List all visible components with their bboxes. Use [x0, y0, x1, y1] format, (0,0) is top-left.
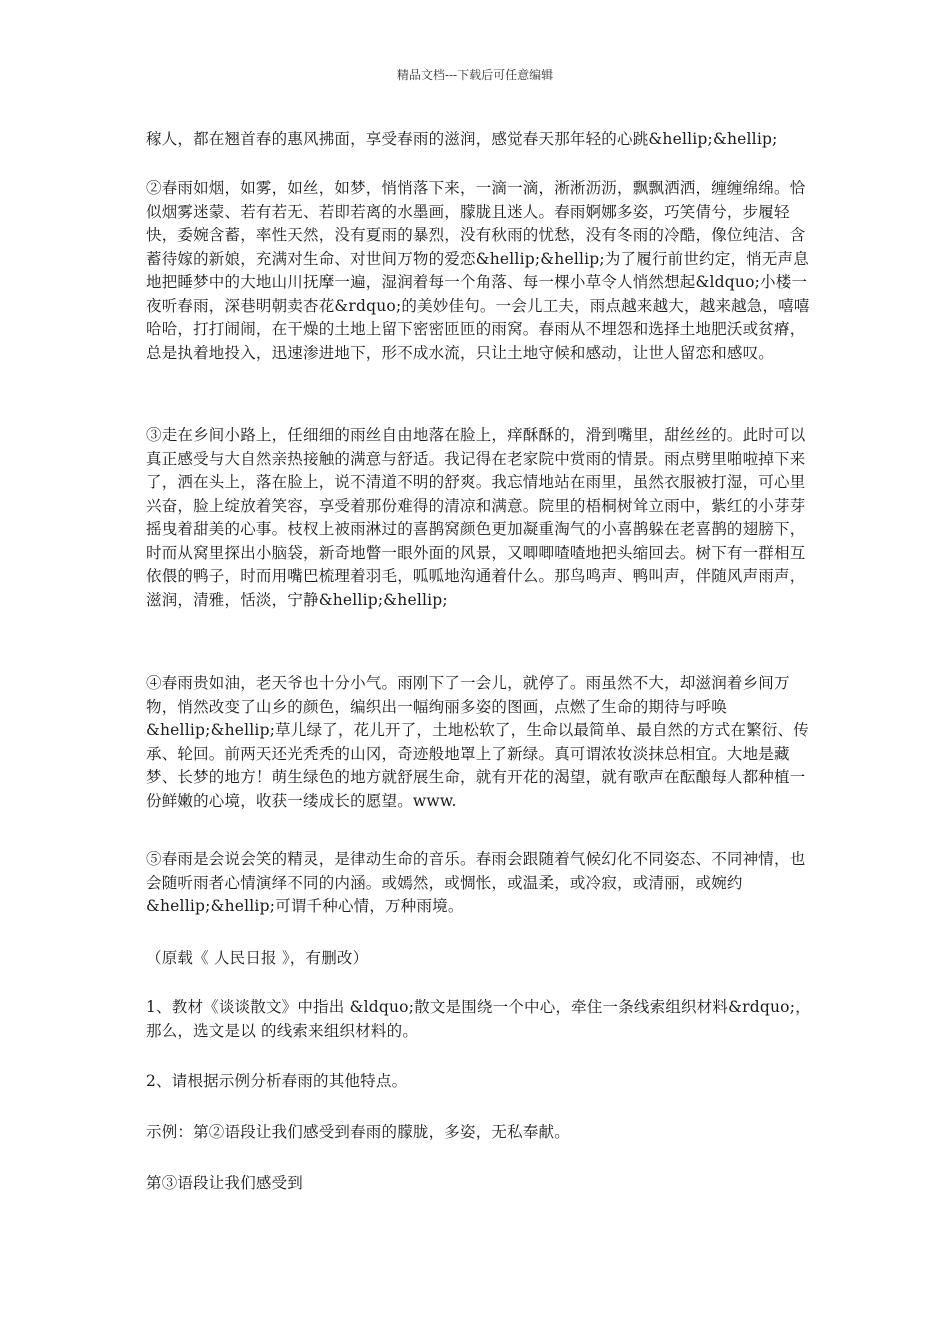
question-2: 2、请根据示例分析春雨的其他特点。 — [146, 1072, 408, 1090]
page-header: 精品文档---下载后可任意编辑 — [396, 68, 554, 82]
paragraph-3: ③走在乡间小路上，任细细的雨丝自由地落在脸上，痒酥酥的，滑到嘴里，甜丝丝的。此时可以真正感受与大自然亲热接触的满意与舒适。我记得在老家院中赏雨的情景。雨点劈里啪啦掉下来了，洒在头上，落在脸上，说不清道不明的舒爽。我忘情地站在雨里，虽然衣服被打湿，可心里兴奋，脸上绽放着笑容，享受着那份难得的清凉和满意。院里的梧桐树耸立雨中，紫红的小芽芽摇曳着甜美的心事。枝杈上被雨淋过的喜鹊窝颜色更加凝重淘气的小喜鹊躲在老喜鹊的翅膀下，时而从窝里探出小脑袋，新奇地瞥一眼外面的风景，又唧唧喳喳地把头缩回去。树下有一群相互依偎的鸭子，时而用嘴巴梳理着羽毛，呱呱地沟通着什么。那鸟鸣声、鸭叫声，伴随风声雨声，滋润，清雅，恬淡，宁静&hellip;&hellip; — [146, 426, 806, 609]
example-answer: 示例：第②语段让我们感受到春雨的朦胧，多姿，无私奉献。 — [146, 1123, 570, 1141]
paragraph-5: ⑤春雨是会说会笑的精灵，是律动生命的音乐。春雨会跟随着气候幻化不同姿态、不同神情，也会随听雨者心情演绎不同的内涵。或嫣然，或惆怅，或温柔，或冷寂，或清丽，或婉约&hellip;&hellip;可谓千种心情，万种雨境。 — [146, 850, 806, 915]
paragraph-intro-end: 稼人，都在翘首春的惠风拂面，享受春雨的滋润，感觉春天那年轻的心跳&hellip;&hellip; — [146, 130, 778, 148]
answer-prompt: 第③语段让我们感受到 — [146, 1174, 304, 1192]
source-note: （原载《 人民日报 》，有删改） — [146, 949, 369, 967]
question-1: 1、教材《谈谈散文》中指出 &ldquo;散文是围绕一个中心，牵住一条线索组织材料&rdquo;，那么，选文是以 的线索来组织材料的。 — [146, 998, 811, 1040]
paragraph-4: ④春雨贵如油，老天爷也十分小气。雨刚下了一会儿，就停了。雨虽然不大，却滋润着乡间万物，悄然改变了山乡的颜色，编织出一幅绚丽多姿的图画，点燃了生命的期待与呼唤&hellip;&hellip;草儿绿了，花儿开了，土地松软了，生命以最简单、最自然的方式在繁衍、传承、轮回。前两天还光秃秃的山冈，奇迹般地罩上了新绿。真可谓浓妆淡抹总相宜。大地是藏梦、长梦的地方！萌生绿色的地方就舒展生命，就有开花的渴望，就有歌声在酝酿每人都种植一份鲜嫩的心境，收获一缕成长的愿望。www. — [146, 674, 809, 810]
paragraph-2: ②春雨如烟，如雾，如丝，如梦，悄悄落下来，一滴一滴，淅淅沥沥，飘飘洒洒，缠缠绵绵。恰似烟雾迷蒙、若有若无、若即若离的水墨画，朦胧且迷人。春雨婀娜多姿，巧笑倩兮，步履轻快，委婉含蓄，率性天然，没有夏雨的暴烈，没有秋雨的忧愁，没有冬雨的冷酷，像位纯洁、含蓄待嫁的新娘，充满对生命、对世间万物的爱恋&hellip;&hellip;为了履行前世约定，悄无声息地把睡梦中的大地山川抚摩一遍，湿润着每一个角落、每一棵小草令人悄然想起&ldquo;小楼一夜听春雨，深巷明朝卖杏花&rdquo;的美妙佳句。一会儿工夫，雨点越来越大，越来越急，嘻嘻哈哈，打打闹闹，在干燥的土地上留下密密匝匝的雨窝。春雨从不埋怨和选择土地肥沃或贫瘠，总是执着地投入，迅速渗进地下，形不成水流，只让土地守候和感动，让世人留恋和感叹。 — [146, 179, 810, 362]
